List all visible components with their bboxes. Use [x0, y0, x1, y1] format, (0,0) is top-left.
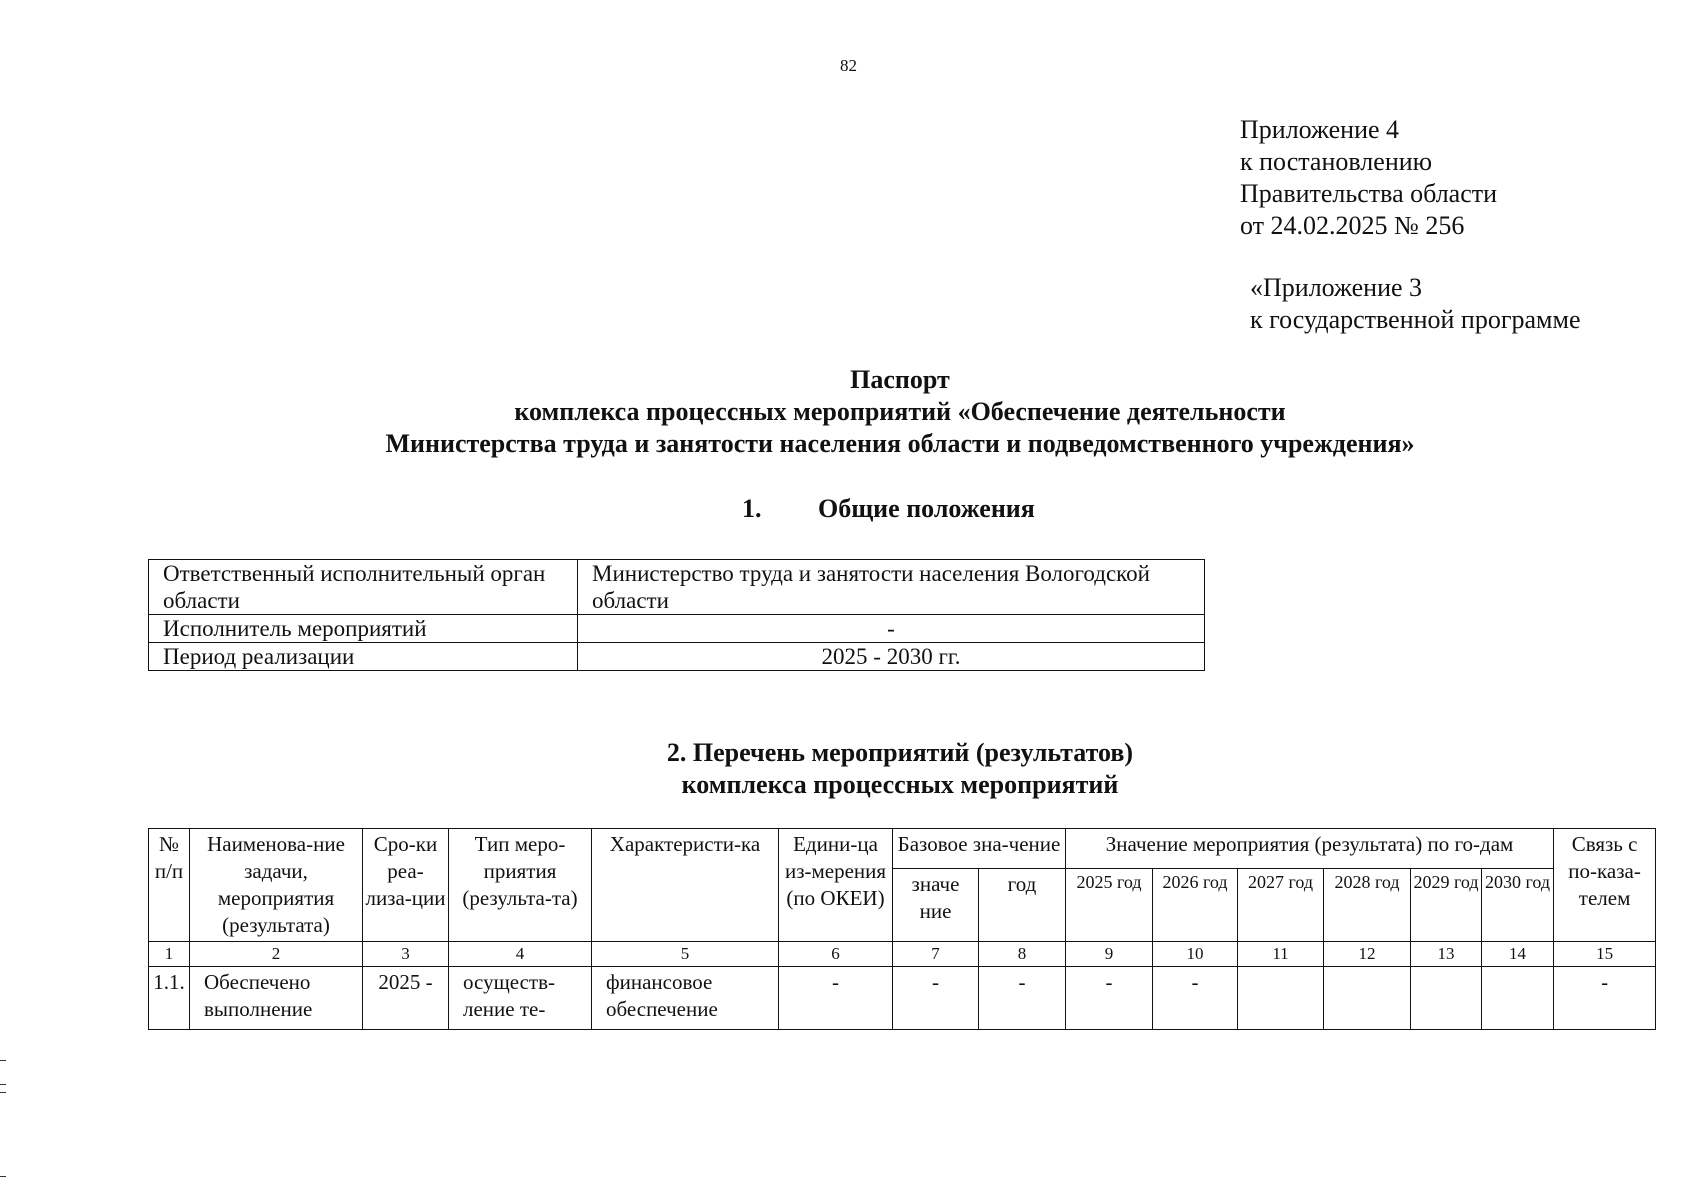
cell-link: -: [1554, 967, 1656, 1030]
column-number: 10: [1153, 942, 1238, 967]
section-title: Общие положения: [818, 494, 1035, 523]
cell-characteristic: финансовое обеспечение: [592, 967, 779, 1030]
column-number-row: [149, 942, 1656, 967]
page-number: 82: [840, 56, 857, 75]
column-number: 5: [592, 942, 779, 967]
column-number: 6: [779, 942, 893, 967]
appendix-note: [1240, 114, 1497, 242]
cell-value: -: [1153, 967, 1238, 1030]
cell-value: [1482, 967, 1554, 1030]
document-title: [0, 364, 1697, 460]
header-year: 2030 год: [1482, 868, 1554, 941]
section-number: 1.: [742, 494, 762, 523]
cell-type: осуществ-ление те-: [449, 967, 592, 1030]
title-line: комплекса процессных мероприятий «Обеспечение деятельности: [514, 397, 1286, 426]
cell-term: 2025 -: [363, 967, 449, 1030]
header-base-year: год: [979, 868, 1066, 941]
header-row: [149, 829, 1656, 869]
header-base-value: значе ние: [893, 868, 979, 941]
margin-mark: [0, 1092, 6, 1093]
column-number: 7: [893, 942, 979, 967]
cell-num: 1.1.: [149, 967, 190, 1030]
column-number: 14: [1482, 942, 1554, 967]
cell-unit: -: [779, 967, 893, 1030]
row-label: Период реализации: [149, 643, 578, 671]
column-number: 13: [1411, 942, 1482, 967]
column-number: 4: [449, 942, 592, 967]
appendix-quote-line: «Приложение 3: [1250, 273, 1423, 302]
margin-mark: [0, 1176, 6, 1177]
column-number: 3: [363, 942, 449, 967]
header-year: 2027 год: [1238, 868, 1324, 941]
header-type: Тип меро-приятия (результа-та): [449, 829, 592, 942]
row-label: Ответственный исполнительный орган области: [149, 560, 578, 615]
column-number: 15: [1554, 942, 1656, 967]
cell-value: [1238, 967, 1324, 1030]
appendix-quote: [1250, 272, 1581, 336]
column-number: 2: [190, 942, 363, 967]
header-name: Наименова-ние задачи, мероприятия (результата): [190, 829, 363, 942]
header-characteristic: Характеристи-ка: [592, 829, 779, 942]
header-term: Сро-ки реа-лиза-ции: [363, 829, 449, 942]
margin-mark: [0, 1060, 6, 1061]
appendix-line: Правительства области: [1240, 179, 1498, 208]
row-value: 2025 - 2030 гг.: [578, 643, 1205, 671]
header-year: 2026 год: [1153, 868, 1238, 941]
header-base: Базовое зна-чение: [893, 829, 1066, 869]
header-year: 2025 год: [1066, 868, 1153, 941]
column-number: 8: [979, 942, 1066, 967]
header-year: 2028 год: [1324, 868, 1411, 941]
cell-value: -: [1066, 967, 1153, 1030]
table-row: [149, 615, 1205, 643]
section-2-heading: [565, 737, 1235, 801]
title-line: Министерства труда и занятости населения области и подведомственного учреждения»: [385, 429, 1415, 458]
general-info-table: [148, 559, 1205, 671]
cell-base-value: -: [893, 967, 979, 1030]
column-number: 11: [1238, 942, 1324, 967]
header-num: № п/п: [149, 829, 190, 942]
header-values: Значение мероприятия (результата) по го-дам: [1066, 829, 1554, 869]
column-number: 12: [1324, 942, 1411, 967]
cell-name: Обеспечено выполнение: [190, 967, 363, 1030]
appendix-line: от 24.02.2025 № 256: [1240, 211, 1465, 240]
table-row: [149, 560, 1205, 615]
activities-table: [148, 828, 1656, 1030]
section-2-title-line: 2. Перечень мероприятий (результатов): [666, 738, 1134, 767]
header-year: 2029 год: [1411, 868, 1482, 941]
row-value: Министерство труда и занятости населения Вологодской области: [578, 560, 1205, 615]
header-link: Связь с по-каза-телем: [1554, 829, 1656, 942]
appendix-quote-line: к государственной программе: [1250, 305, 1581, 334]
section-1-heading: [742, 494, 1035, 524]
cell-base-year: -: [979, 967, 1066, 1030]
column-number: 9: [1066, 942, 1153, 967]
row-label: Исполнитель мероприятий: [149, 615, 578, 643]
section-2-title-line: комплекса процессных мероприятий: [681, 770, 1119, 799]
row-value: -: [578, 615, 1205, 643]
cell-value: [1411, 967, 1482, 1030]
table-row: [149, 967, 1656, 1030]
margin-mark: [0, 1084, 6, 1085]
header-unit: Едини-ца из-мерения (по ОКЕИ): [779, 829, 893, 942]
column-number: 1: [149, 942, 190, 967]
cell-value: [1324, 967, 1411, 1030]
appendix-line: к постановлению: [1240, 147, 1433, 176]
appendix-line: Приложение 4: [1240, 115, 1400, 144]
title-line: Паспорт: [850, 365, 950, 394]
table-row: [149, 643, 1205, 671]
